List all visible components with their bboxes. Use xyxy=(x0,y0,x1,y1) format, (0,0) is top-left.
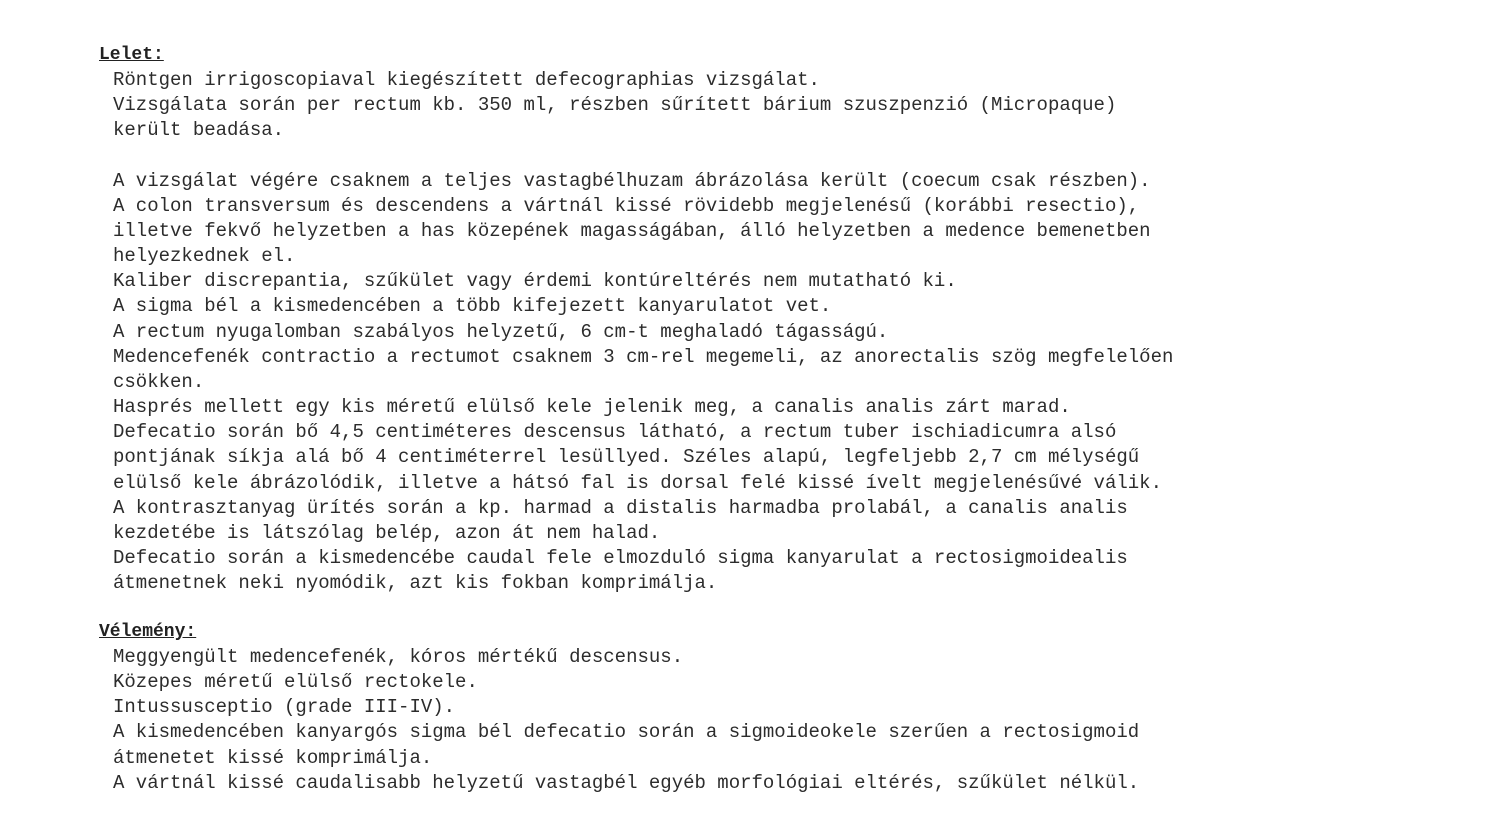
lelet-line: A kontrasztanyag ürítés során a kp. harmad a distalis harmadba prolabál, a canalis analis xyxy=(113,496,1128,519)
lelet-line: A vizsgálat végére csaknem a teljes vastagbélhuzam ábrázolása került (coecum csak részben). xyxy=(113,169,1151,192)
lelet-line: elülső kele ábrázolódik, illetve a hátsó fal is dorsal felé kissé ívelt megjelenésűvé válik. xyxy=(113,471,1162,494)
lelet-line: került beadása. xyxy=(113,119,285,142)
velemeny-line: Intussusceptio (grade III-IV). xyxy=(113,696,456,719)
velemeny-line: átmenetet kissé komprimálja. xyxy=(113,746,433,769)
lelet-body xyxy=(113,68,1173,596)
lelet-line: Hasprés mellett egy kis méretű elülső kele jelenik meg, a canalis analis zárt marad. xyxy=(113,396,1071,419)
lelet-line: Kaliber discrepantia, szűkület vagy érdemi kontúreltérés nem mutatható ki. xyxy=(113,270,957,293)
lelet-line: kezdetébe is látszólag belép, azon át nem halad. xyxy=(113,521,661,544)
lelet-line: átmenetnek neki nyomódik, azt kis fokban komprimálja. xyxy=(113,572,718,595)
lelet-line: illetve fekvő helyzetben a has közepének magasságában, álló helyzetben a medence bemenetben xyxy=(113,219,1151,242)
lelet-line: Defecatio során bő 4,5 centiméteres descensus látható, a rectum tuber ischiadicumra alsó xyxy=(113,421,1117,444)
velemeny-line: A kismedencében kanyargós sigma bél defecatio során a sigmoideokele szerűen a rectosigmoid xyxy=(113,721,1140,744)
section-heading-lelet: Lelet: xyxy=(99,45,164,65)
section-heading-velemeny: Vélemény: xyxy=(99,622,197,642)
lelet-line: csökken. xyxy=(113,370,205,393)
lelet-line: Medencefenék contractio a rectumot csaknem 3 cm-rel megemeli, az anorectalis szög megfelelően xyxy=(113,345,1174,368)
lelet-line: helyezkednek el. xyxy=(113,245,296,268)
lelet-line: Röntgen irrigoscopiaval kiegészített defecographias vizsgálat. xyxy=(113,69,820,91)
velemeny-line: Meggyengült medencefenék, kóros mértékű descensus. xyxy=(113,646,684,668)
lelet-line: A rectum nyugalomban szabályos helyzetű, 6 cm-t meghaladó tágasságú. xyxy=(113,320,889,343)
lelet-line: A sigma bél a kismedencében a több kifejezett kanyarulatot vet. xyxy=(113,295,832,318)
lelet-line: pontjának síkja alá bő 4 centiméterrel lesüllyed. Széles alapú, legfeljebb 2,7 cm mélységű xyxy=(113,446,1140,469)
lelet-line: A colon transversum és descendens a vártnál kissé rövidebb megjelenésű (korábbi resectio), xyxy=(113,194,1140,217)
velemeny-body xyxy=(113,645,1139,796)
lelet-line: Vizsgálata során per rectum kb. 350 ml, részben sűrített bárium szuszpenzió (Micropaque) xyxy=(113,94,1117,117)
velemeny-line: Közepes méretű elülső rectokele. xyxy=(113,671,478,694)
lelet-line: Defecatio során a kismedencébe caudal fele elmozduló sigma kanyarulat a rectosigmoidealis xyxy=(113,546,1128,569)
velemeny-line: A vártnál kissé caudalisabb helyzetű vastagbél egyéb morfológiai eltérés, szűkület nélkül. xyxy=(113,771,1140,794)
blank-line xyxy=(113,143,1173,168)
